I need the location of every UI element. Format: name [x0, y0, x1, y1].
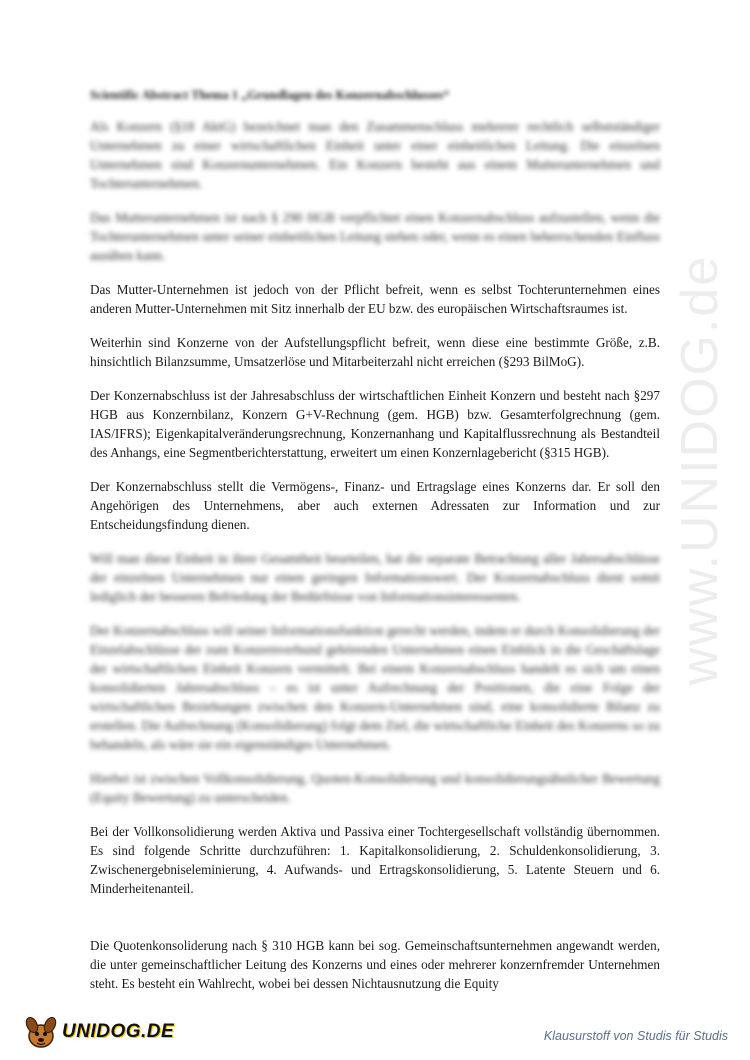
- blurred-paragraph: Der Konzernabschluss will seiner Informationsfunktion gerecht werden, indem er durch Konsolidierung der Einzelabschlüsse der zum Konzernverbund gehörenden Unternehmen einen Einblick in die Geschäftslage der wirtschaftlichen Einheit Konzern vermittelt. Bei einem Konzernabschluss handelt es sich um einen konsolidierten Jahresabschluss – es ist unter Aufrechnung der Positionen, die eine Folge der wirtschaftlichen Beziehungen zwischen den Konzern-Unternehmen sind, eine konsolidierte Bilanz zu erstellen. Die Aufrechnung (Konsolidierung) folgt dem Ziel, die wirtschaftliche Einheit des Konzerns so zu behandeln, als wäre sie ein eigenständiges Unternehmen.: [90, 623, 660, 752]
- paragraph: Der Konzernabschluss ist der Jahresabschluss der wirtschaftlichen Einheit Konzern und besteht nach §297 HGB aus Konzernbilanz, Konzern G+V-Rechnung (gem. HGB) bzw. Gesamterfolgrechnung (gem. IAS/IFRS); Eigenkapitalveränderungsrechnung, Konzernanhang und Kapitalflussrechnung als Bestandteil des Anhangs, eine Segmentberichterstattung, erweitert um einen Konzernlagebericht (§315 HGB).: [90, 388, 660, 460]
- paragraph: Der Konzernabschluss stellt die Vermögens-, Finanz- und Ertragslage eines Konzerns dar. Er soll den Angehörigen des Unternehmens, aber auch externen Adressaten zur Information und zur Entscheidungsfindung dienen.: [90, 479, 660, 532]
- document-title: Scientific Abstract Thema 1 „Grundlagen des Konzernabschlusses“: [90, 88, 450, 102]
- paragraph: Bei der Vollkonsolidierung werden Aktiva und Passiva einer Tochtergesellschaft vollständig übernommen. Es sind folgende Schritte durchzuführen: 1. Kapitalkonsolidierung, 2. Schuldenkonsolidierung, 3. Zwischenergebniseleminierung, 4. Aufwands- und Ertragskonsolidierung, 5. Latente Steuern und 6. Minderheitenanteil.: [90, 824, 660, 896]
- dog-icon: [22, 1012, 60, 1052]
- unidog-logo[interactable]: [22, 1010, 174, 1054]
- blurred-paragraph: Als Konzern (§18 AktG) bezeichnet man den Zusammenschluss mehrerer rechtlich selbstständiger Unternehmen zu einer wirtschaftlichen Einheit unter einer einheitlichen Leitung. Die einzelnen Unternehmen sind Konzernunternehmen. Ein Konzern besteht aus einem Mutterunternehmen und Tochterunternehmen.: [90, 119, 660, 191]
- logo-text: UNIDOG.DE: [62, 1021, 175, 1042]
- paragraph: Weiterhin sind Konzerne von der Aufstellungspflicht befreit, wenn diese eine bestimmte Größe, z.B. hinsichtlich Bilanzsumme, Umsatzerlöse und Mitarbeiterzahl nicht erreichen (§293 BilMoG).: [90, 335, 660, 369]
- document-body: [90, 88, 660, 1008]
- paragraph: Das Mutter-Unternehmen ist jedoch von der Pflicht befreit, wenn es selbst Tochterunternehmen eines anderen Mutter-Unternehmen mit Sitz innerhalb der EU bzw. des europäischen Wirtschaftsraumes ist.: [90, 282, 660, 316]
- blurred-paragraph: Will man diese Einheit in ihrer Gesamtheit beurteilen, hat die separate Betrachtung aller Jahresabschlüsse der einzelnen Unternehmen nur einen geringen Informationswert. Der Konzernabschluss dient somit lediglich der besseren Befriedung der Bedürfnisse von Informationsinteressenten.: [90, 551, 660, 604]
- footer-slogan: Klausurstoff von Studis für Studis: [543, 1029, 728, 1043]
- blurred-paragraph: Das Mutterunternehmen ist nach § 290 HGB verpflichtet einen Konzernabschluss aufzustellen, wenn die Tochterunternehmen unter seiner einheitlichen Leitung stehen oder, wenn es einen beherrschenden Einfluss ausüben kann.: [90, 210, 660, 263]
- paragraph: Die Quotenkonsoliderung nach § 310 HGB kann bei sog. Gemeinschaftsunternehmen angewandt werden, die unter gemeinschaftlicher Leitung des Konzerns und eines oder mehrerer konzernfremder Unternehmen steht. Es besteht ein Wahlrecht, wobei bei dessen Nichtausnutzung die Equity: [90, 938, 660, 991]
- blurred-paragraph: Hierbei ist zwischen Vollkonsolidierung, Quoten-Konsolidierung und konsolidierungsähnlicher Bewertung (Equity Bewertung) zu unterscheiden.: [90, 771, 660, 805]
- watermark: www.UNIDOG.de: [671, 254, 729, 686]
